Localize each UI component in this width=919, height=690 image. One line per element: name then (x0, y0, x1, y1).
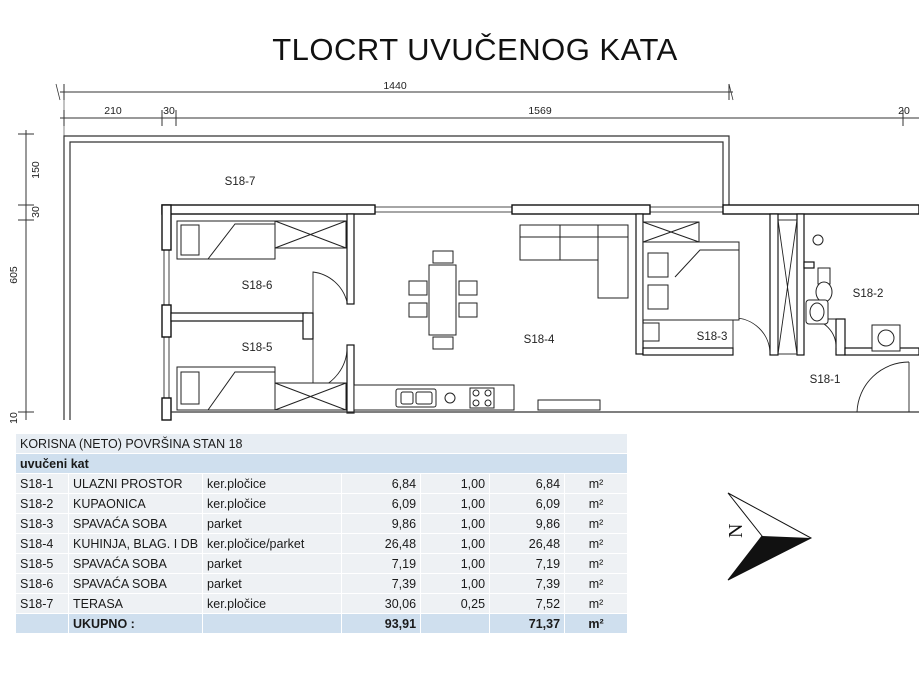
area-table-heading-row (16, 434, 628, 454)
room-label-s18-3: S18-3 (696, 331, 728, 343)
area-unit: m² (565, 554, 628, 574)
table-row (16, 514, 628, 534)
floor-plan (0, 72, 919, 424)
bed-s18-5 (177, 367, 346, 410)
room-label-s18-6: S18-6 (241, 280, 273, 292)
room-area: 6,84 (342, 474, 421, 494)
area-unit: m² (565, 474, 628, 494)
room-name: SPAVAĆA SOBA (69, 514, 203, 534)
area-unit: m² (565, 514, 628, 534)
table-row (16, 534, 628, 554)
room-label-s18-2: S18-2 (852, 288, 884, 300)
room-name: KUPAONICA (69, 494, 203, 514)
room-name: SPAVAĆA SOBA (69, 574, 203, 594)
page-title: TLOCRT UVUČENOG KATA (272, 32, 678, 67)
north-arrow-icon (718, 490, 818, 585)
dim-segment-right: 20 (898, 105, 910, 117)
total-net-area: 71,37 (490, 614, 565, 634)
room-area: 9,86 (342, 514, 421, 534)
area-unit: m² (565, 594, 628, 614)
floor-finish: ker.pločice (203, 474, 342, 494)
kitchen-counter (354, 385, 600, 410)
table-row (16, 554, 628, 574)
area-coefficient: 1,00 (421, 514, 490, 534)
room-label-s18-4: S18-4 (523, 334, 555, 346)
area-unit: m² (565, 534, 628, 554)
room-code: S18-5 (16, 554, 69, 574)
total-row (16, 614, 628, 634)
floor-finish: ker.pločice (203, 494, 342, 514)
room-area: 7,19 (342, 554, 421, 574)
bed-s18-6 (177, 221, 346, 259)
floor-finish: ker.pločice (203, 594, 342, 614)
area-unit: m² (565, 574, 628, 594)
room-name: ULAZNI PROSTOR (69, 474, 203, 494)
net-area: 6,09 (490, 494, 565, 514)
total-unit: m² (565, 614, 628, 634)
floor-finish: parket (203, 514, 342, 534)
area-coefficient: 1,00 (421, 534, 490, 554)
area-coefficient: 1,00 (421, 554, 490, 574)
dimension-lines (18, 84, 919, 420)
floor-finish: ker.pločice/parket (203, 534, 342, 554)
north-label: N (725, 523, 747, 538)
room-code: S18-7 (16, 594, 69, 614)
table-row (16, 474, 628, 494)
area-table (16, 434, 628, 634)
area-table-subheading-row (16, 454, 628, 474)
dim-segment-main: 1569 (528, 105, 552, 117)
room-code: S18-6 (16, 574, 69, 594)
table-row (16, 494, 628, 514)
area-unit: m² (565, 494, 628, 514)
room-label-s18-7: S18-7 (224, 176, 256, 188)
room-code: S18-3 (16, 514, 69, 534)
room-code: S18-2 (16, 494, 69, 514)
floor-finish: parket (203, 574, 342, 594)
wardrobe (778, 220, 797, 354)
total-label: UKUPNO : (69, 614, 203, 634)
room-name: SPAVAĆA SOBA (69, 554, 203, 574)
dim-height-wall: 30 (30, 206, 42, 218)
table-row (16, 574, 628, 594)
total-area: 93,91 (342, 614, 421, 634)
room-area: 26,48 (342, 534, 421, 554)
net-area: 26,48 (490, 534, 565, 554)
net-area: 6,84 (490, 474, 565, 494)
area-coefficient: 0,25 (421, 594, 490, 614)
table-row (16, 594, 628, 614)
room-code: S18-1 (16, 474, 69, 494)
sofa (520, 225, 628, 298)
room-name: TERASA (69, 594, 203, 614)
room-area: 7,39 (342, 574, 421, 594)
area-coefficient: 1,00 (421, 474, 490, 494)
room-code: S18-4 (16, 534, 69, 554)
dining-table (409, 251, 477, 349)
area-table-heading: KORISNA (NETO) POVRŠINA STAN 18 (16, 434, 628, 454)
net-area: 7,19 (490, 554, 565, 574)
area-coefficient: 1,00 (421, 494, 490, 514)
area-coefficient: 1,00 (421, 574, 490, 594)
net-area: 9,86 (490, 514, 565, 534)
dim-height-bottom: 10 (8, 412, 20, 424)
net-area: 7,52 (490, 594, 565, 614)
area-table-subheading: uvučeni kat (16, 454, 628, 474)
dim-height-terrace: 150 (30, 161, 42, 179)
room-area: 30,06 (342, 594, 421, 614)
dim-segment-wall: 30 (163, 105, 175, 117)
floor-finish: parket (203, 554, 342, 574)
net-area: 7,39 (490, 574, 565, 594)
bed-s18-3 (643, 222, 739, 341)
room-label-s18-1: S18-1 (809, 374, 841, 386)
dim-height-total: 605 (8, 266, 20, 284)
room-name: KUHINJA, BLAG. I DB (69, 534, 203, 554)
room-area: 6,09 (342, 494, 421, 514)
dim-segment-left: 210 (104, 105, 122, 117)
dim-total-width: 1440 (383, 80, 407, 92)
room-label-s18-5: S18-5 (241, 342, 273, 354)
